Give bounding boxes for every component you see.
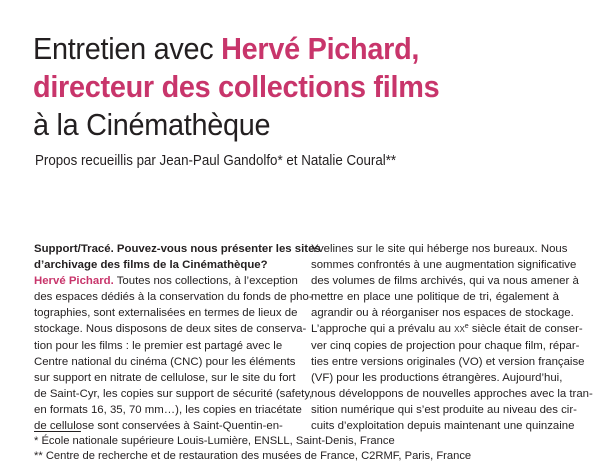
title-highlight-role: directeur des collections films: [33, 69, 440, 104]
title-highlight-name: Hervé Pichard,: [221, 31, 420, 66]
body-line: sommes confrontés à une augmentation significative: [311, 259, 577, 272]
title-part-1: Entretien avec: [33, 31, 222, 66]
footnote-divider: [34, 431, 81, 432]
title-line-3: à la Cinémathèque: [33, 107, 271, 142]
answer-first-line: [34, 273, 298, 289]
footnotes: [34, 434, 471, 463]
body-line: (VF) pour les productions étrangères. Aujourd’hui,: [311, 371, 563, 384]
body-line: de Saint-Cyr, les copies sur support de sécurité (safety,: [34, 387, 313, 400]
body-line: tographies, sont externalisées en termes de lieux de: [34, 307, 298, 320]
body-line: mettre en place une politique de tri, également à: [311, 291, 559, 304]
body-line: tion pour les films : le premier est partagé avec le: [34, 339, 283, 352]
century-roman: xx: [454, 323, 465, 336]
century-line-before: L’approche qui a prévalu au: [311, 323, 455, 336]
century-line-after: siècle était de conser-: [468, 323, 583, 336]
body-line: Yvelines sur le site qui héberge nos bureaux. Nous: [311, 243, 568, 255]
body-line: sition numérique qui s’est produite au niveau des cir-: [311, 403, 577, 416]
body-line: sur support en nitrate de cellulose, sur le site du fort: [34, 371, 296, 384]
century-line: [311, 321, 583, 337]
body-line: des volumes de films archivés, qui va nous amener à: [311, 275, 579, 288]
body-line: ver cinq copies de projection pour chaque film, répar-: [311, 339, 580, 352]
body-line: stockage. Nous disposons de deux sites de conserva-: [34, 323, 307, 336]
left-column: [34, 241, 321, 434]
right-column: [311, 241, 593, 434]
body-line: ties entre versions originales (VO) et version française: [311, 355, 585, 368]
body-line: nous développons de nouvelles approches avec la tran-: [311, 387, 593, 400]
body-line: en formats 16, 35, 70 mm…), les copies en triacétate: [34, 403, 302, 416]
body-line: Centre national du cinéma (CNC) pour les éléments: [34, 355, 296, 368]
article-subtitle: Propos recueillis par Jean-Paul Gandolfo* et Natalie Coural**: [35, 153, 397, 169]
body-line: des espaces dédiés à la conservation du fonds de pho-: [34, 291, 313, 304]
question-line: d’archivage des films de la Cinémathèque?: [34, 259, 268, 272]
speaker-name: Hervé Pichard.: [34, 275, 114, 288]
article-title: [33, 30, 554, 144]
answer-first-line-text: Toutes nos collections, à l’exception: [113, 275, 298, 288]
footnote-2: ** Centre de recherche et de restauration des musées de France, C2RMF, Paris, France: [34, 449, 472, 462]
question-line: Support/Tracé. Pouvez-vous nous présenter les sites: [34, 243, 321, 255]
century-superscript: e: [464, 323, 469, 331]
body-line: cuits d’exploitation depuis maintenant une quinzaine: [311, 420, 575, 433]
footnote-1: * École nationale supérieure Louis-Lumière, ENSLL, Saint-Denis, France: [34, 435, 395, 447]
body-line: de cellulose sont conservées à Saint-Quentin-en-: [34, 420, 283, 433]
body-line: agrandir ou à réorganiser nos espaces de stockage.: [311, 307, 574, 320]
title-line-1: [33, 30, 554, 68]
